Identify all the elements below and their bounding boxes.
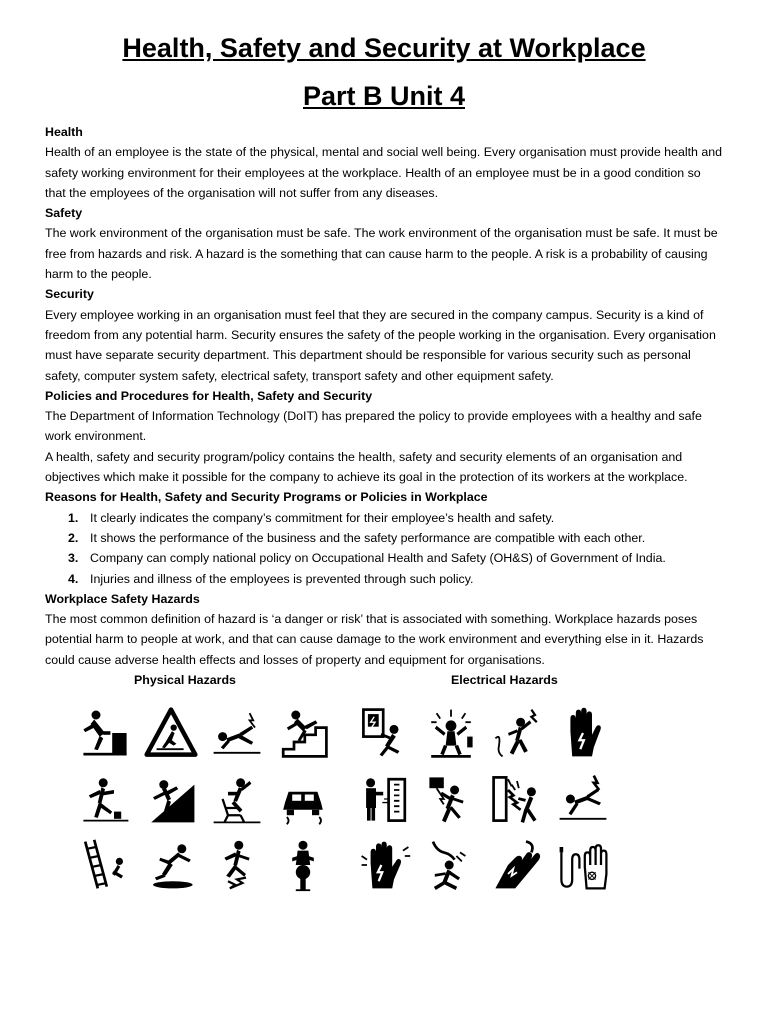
list-number: 3. [68,551,79,566]
list-item [68,548,723,568]
slip-fall-icon [204,700,270,766]
shock-from-device-icon [418,766,484,832]
list-number: 1. [68,510,79,525]
list-item-text: It shows the performance of the business and the safety performance are compatible with each other. [90,530,646,545]
electrical-explosion-icon [484,766,550,832]
health-paragraph: Health of an employee is the state of the physical, mental and social well being. Every organisation must provide health and safety working environment for their employees at the workplace. Health of an employee must be in a good condition so that the employees of the organisation will not suffer from any diseases. [45,145,723,200]
electrical-hazards-grid [352,700,616,898]
person-shocked-falling-icon [550,766,616,832]
electrical-hazards-label: Electrical Hazards [451,673,558,687]
plug-cable-hand-icon [550,832,616,898]
safety-paragraph: The work environment of the organisation must be safe. The work environment of the organisation must be safe. It must be free from hazards and risk. A hazard is the something that can cause harm to the people. A risk is a probability of causing harm to the people. [45,226,718,282]
physical-hazards-label: Physical Hazards [134,673,236,687]
slip-on-spill-icon [138,832,204,898]
electric-arc-fall-icon [484,700,550,766]
page-title: Health, Safety and Security at Workplace [122,33,646,63]
list-item [68,528,723,548]
trip-over-obstacle-icon [72,766,138,832]
policies-heading: Policies and Procedures for Health, Safety and Security [45,388,373,403]
reasons-heading: Reasons for Health, Safety and Security Programs or Policies in Workplace [45,490,488,505]
slippery-floor-warning-icon [138,700,204,766]
car-skid-icon [270,766,336,832]
list-number: 2. [68,530,79,545]
list-item [68,508,723,528]
list-item-text: Company can comply national policy on Occupational Health and Safety (OH&S) of Government of India. [90,551,666,566]
health-heading: Health [45,125,83,139]
security-heading: Security [45,287,94,302]
physical-hazards-grid [72,700,336,898]
shock-thrown-back-icon [418,832,484,898]
ladder-fall-icon [72,832,138,898]
list-item [68,569,723,589]
electric-cable-hand-icon [484,832,550,898]
fall-on-slope-icon [138,766,204,832]
hazards-paragraph: The most common definition of hazard is ‘a danger or risk’ that is associated with something. Workplace hazards poses potential harm to people at work, and that can cause damage to the work environment and everything else in it. Hazards could cause adverse health effects and losses of property and equipment for organisations. [45,612,704,667]
hazards-heading: Workplace Safety Hazards [45,591,200,606]
list-item-text: It clearly indicates the company’s commitment for their employee’s health and safety. [90,510,555,525]
policies-paragraph-2: A health, safety and security program/policy contains the health, safety and security elements of an organisation and objectives which make it possible for the company to achieve its goal in the protection of its workers at the workplace. [45,449,688,485]
electrocution-burst-icon [418,700,484,766]
falling-down-stairs-icon [270,700,336,766]
policies-paragraph-1: The Department of Information Technology (DoIT) has prepared the policy to provide employees with a healthy and safe work environment. [45,409,702,444]
fall-from-step-icon [72,700,138,766]
falling-from-chair-icon [204,766,270,832]
electric-panel-shock-icon [352,700,418,766]
high-voltage-door-icon [352,766,418,832]
safety-heading: Safety [45,206,83,221]
hand-shock-icon [550,700,616,766]
list-item-text: Injuries and illness of the employees is prevented through such policy. [90,571,474,586]
document-body [45,122,723,670]
motorcycle-rider-icon [270,832,336,898]
shocked-hand-icon [352,832,418,898]
reasons-list [45,508,723,589]
page-subtitle: Part B Unit 4 [302,81,466,111]
list-number: 4. [68,571,79,586]
trip-on-uneven-ground-icon [204,832,270,898]
security-paragraph: Every employee working in an organisation must feel that they are secured in the company campus. Security is a kind of freedom from any potential harm. Security ensures the safety of the people working in the organisation. Every organisation must have separate security department. This department should be responsible for various security such as personal safety, computer system safety, electrical safety, transport safety and other equipment safety. [45,307,716,383]
